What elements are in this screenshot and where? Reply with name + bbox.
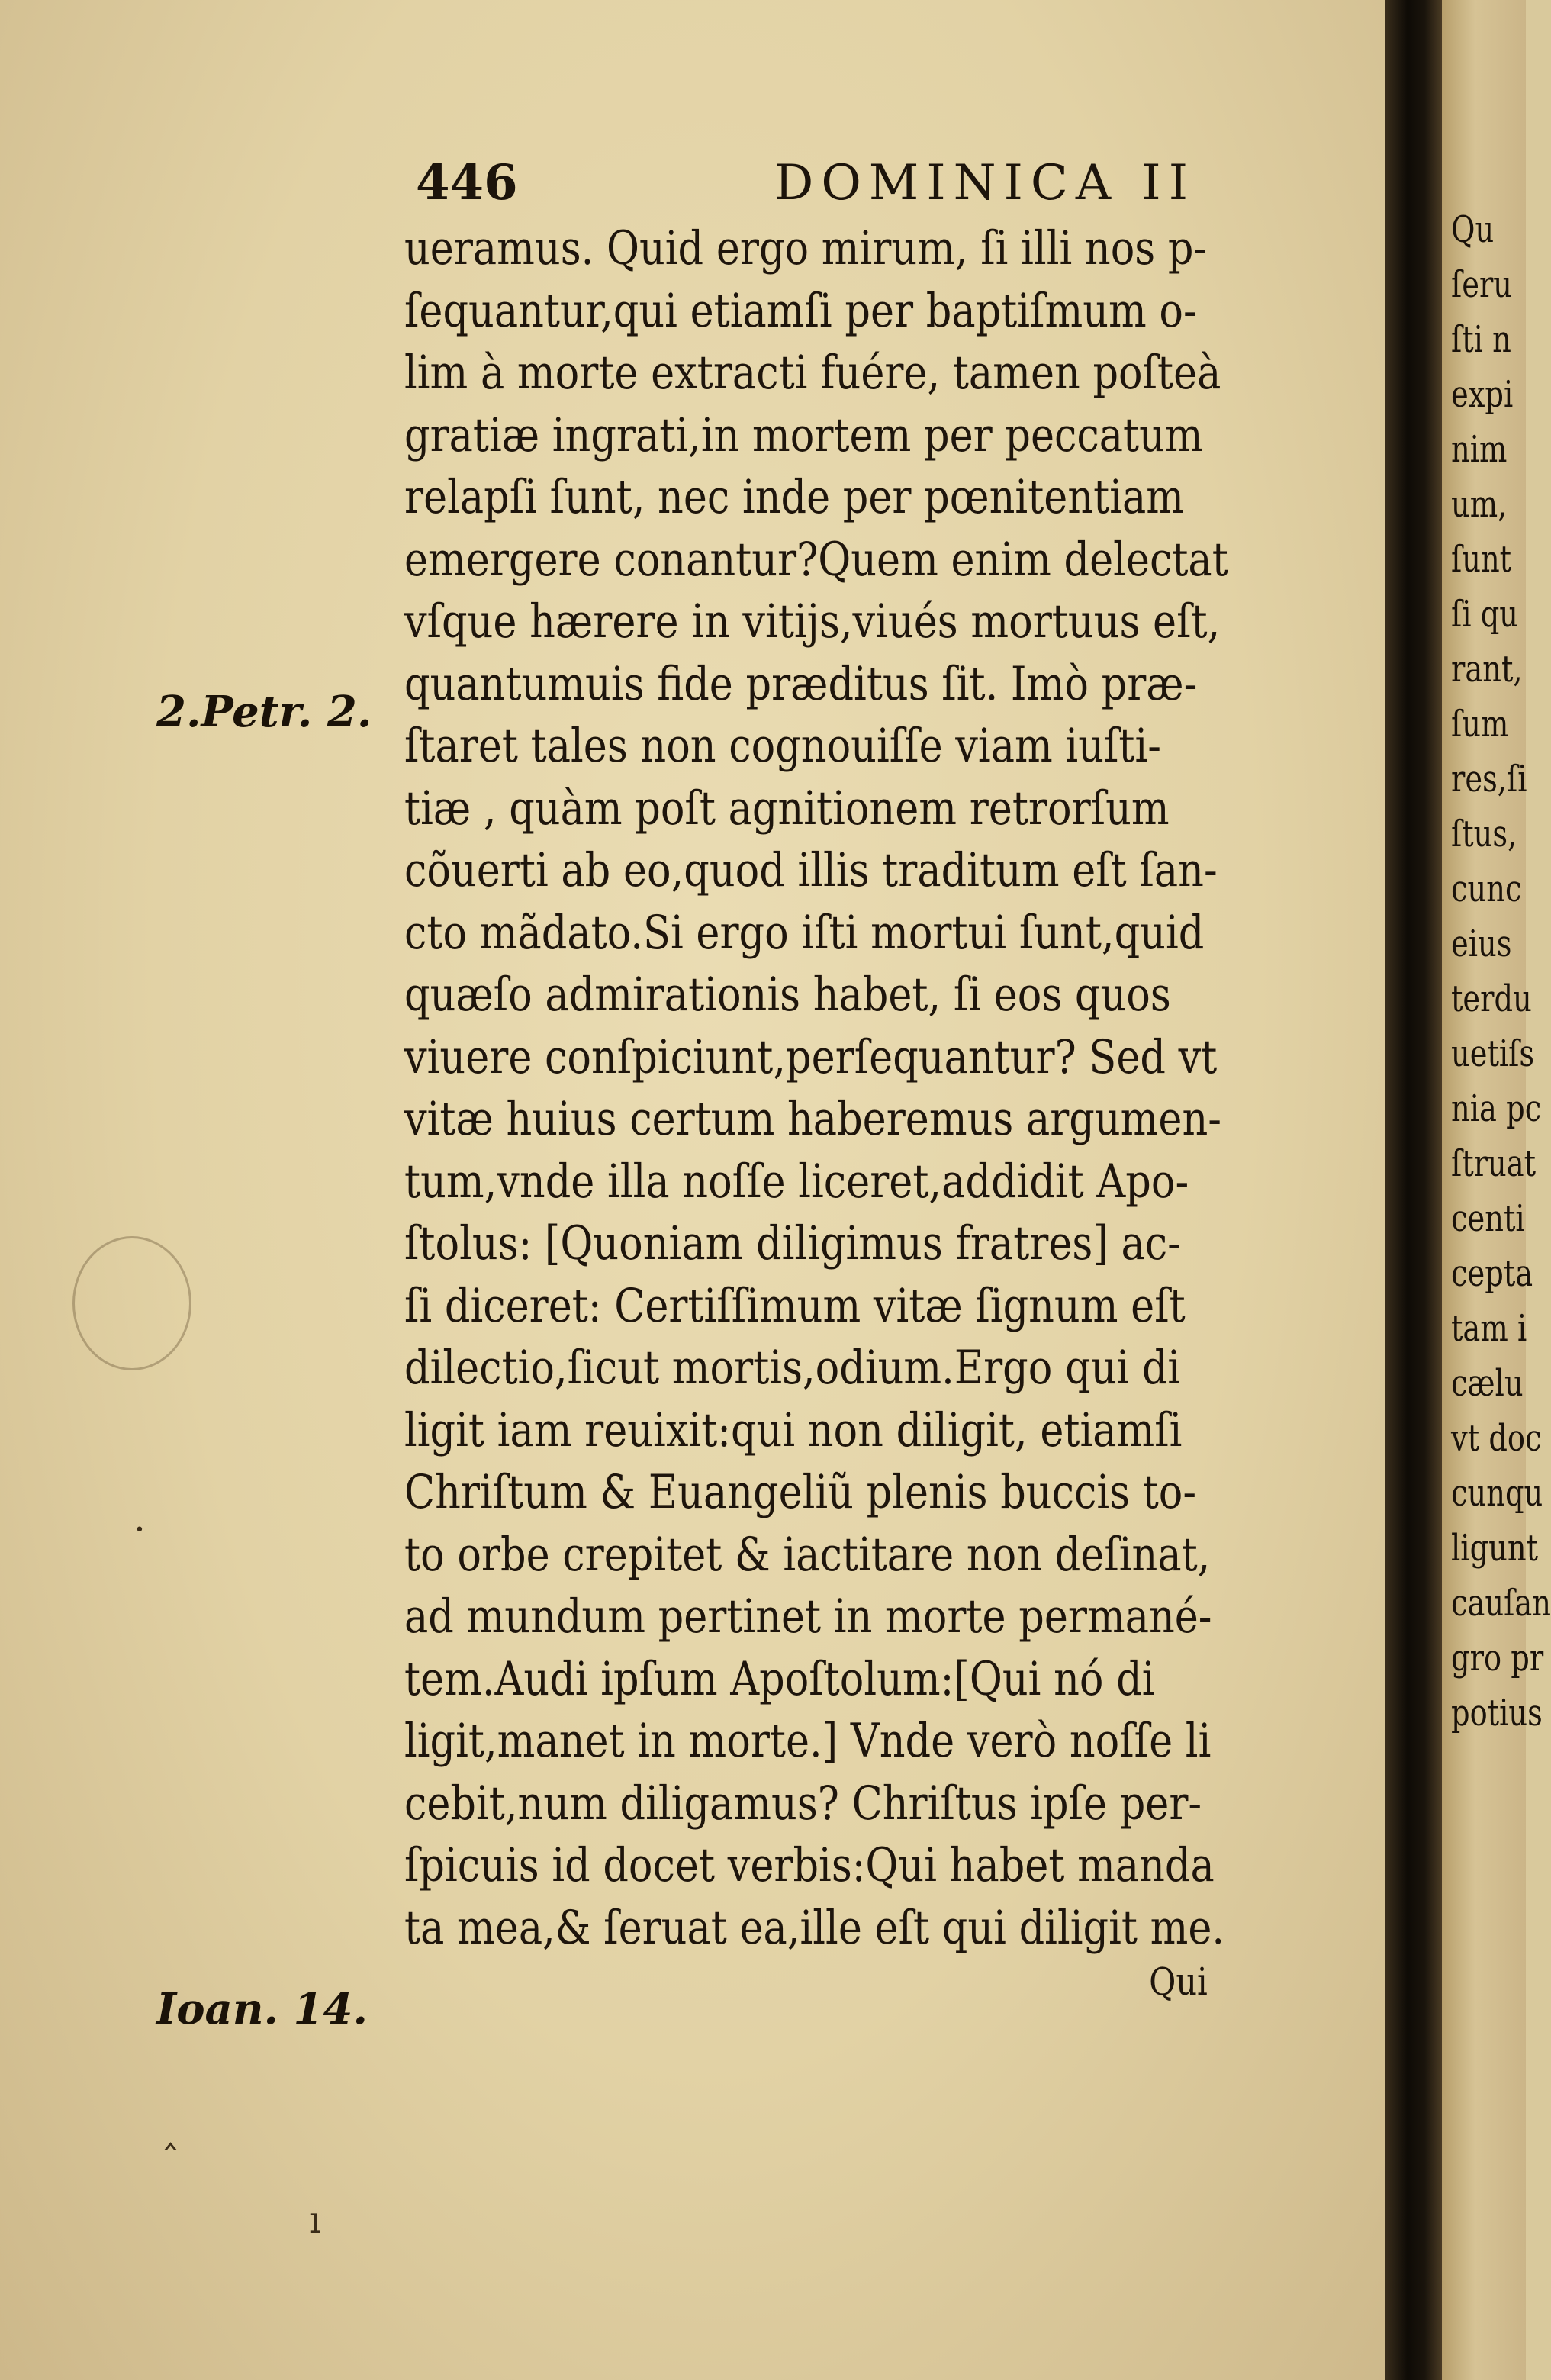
text-line: ſtolus: [Quoniam diligimus fratres] ac- — [404, 1216, 1181, 1271]
text-line: ſtaret tales non cognouiſſe viam iuſti- — [404, 719, 1161, 773]
facing-text-fragment: cunc — [1451, 868, 1522, 910]
facing-text-fragment: rant, — [1451, 648, 1523, 691]
facing-text-fragment: ſti n — [1451, 318, 1511, 361]
text-line: ueramus. Quid ergo mirum, ſi illi nos p- — [404, 221, 1208, 275]
text-line: viuere conſpiciunt,perſequantur? Sed vt — [404, 1029, 1218, 1084]
text-line: quantumuis fide præditus ſit. Imò præ- — [404, 656, 1198, 711]
ink-mark: · — [134, 1507, 146, 1551]
facing-text-fragment: nim — [1451, 428, 1508, 471]
facing-text-fragment: vt doc — [1451, 1417, 1542, 1460]
facing-text-fragment: expi — [1451, 373, 1514, 416]
text-line: tum,vnde illa noſſe liceret,addidit Apo- — [404, 1154, 1189, 1209]
text-line: lim à morte extracti fuére, tamen poſteà — [404, 346, 1221, 400]
text-line: quæſo admirationis habet, ſi eos quos — [404, 968, 1171, 1022]
margin-note-reference: Ioan. 14. — [156, 1984, 368, 2034]
text-line: ſpicuis id docet verbis:Qui habet manda — [404, 1838, 1215, 1892]
ink-mark: ı — [309, 2198, 321, 2242]
facing-text-fragment: res,ſi — [1451, 758, 1527, 800]
catchword: Qui — [1149, 1960, 1208, 2004]
facing-text-fragment: terdu — [1451, 977, 1532, 1020]
text-line: to orbe crepitet & iactitare non deſinat, — [404, 1527, 1211, 1582]
facing-text-fragment: potius — [1451, 1692, 1543, 1734]
paper-stain — [72, 1236, 191, 1370]
page-header — [416, 149, 1377, 217]
margin-note-reference: 2.Petr. 2. — [156, 687, 372, 737]
text-line: tiæ , quàm poſt agnitionem retrorſum — [404, 781, 1170, 836]
body-text — [404, 217, 1388, 2005]
facing-text-fragment: ligunt — [1451, 1527, 1539, 1570]
running-head: DOMINICA II — [774, 155, 1195, 211]
facing-text-fragment: cepta — [1451, 1252, 1533, 1295]
facing-text-fragment: ſunt — [1451, 538, 1512, 581]
text-line: emergere conantur?Quem enim delectat — [404, 532, 1228, 587]
text-line: Chriſtum & Euangeliũ plenis buccis to- — [404, 1465, 1197, 1519]
text-line: cto mãdato.Si ergo iſti mortui ſunt,quid — [404, 905, 1205, 960]
text-line: ſequantur,qui etiamſi per baptiſmum o- — [404, 283, 1197, 338]
book-gutter — [1385, 0, 1442, 2380]
text-line: cõuerti ab eo,quod illis traditum eſt ſan- — [404, 843, 1218, 897]
facing-text-fragment: gro pr — [1451, 1637, 1544, 1680]
facing-text-fragment: ſtruat — [1451, 1142, 1537, 1185]
text-line: gratiæ ingrati,in mortem per peccatum — [404, 407, 1203, 462]
text-line: tem.Audi ipſum Apoſtolum:[Qui nó di — [404, 1651, 1155, 1706]
facing-text-fragment: cunqu — [1451, 1472, 1543, 1515]
facing-text-fragment: Qu — [1451, 208, 1495, 251]
ink-mark: ‸ — [164, 2106, 177, 2150]
text-line: dilectio,ſicut mortis,odium.Ergo qui di — [404, 1341, 1181, 1395]
facing-text-fragment: ſtus, — [1451, 813, 1517, 855]
facing-text-fragment: uetiſs — [1451, 1032, 1535, 1075]
text-line: cebit,num diligamus? Chriſtus ipſe per- — [404, 1776, 1202, 1831]
page-number: 446 — [416, 154, 518, 211]
facing-page-edge — [1442, 0, 1551, 2380]
facing-text-fragment: um, — [1451, 483, 1508, 526]
facing-text-fragment: ſum — [1451, 703, 1509, 746]
facing-text-fragment: nia pc — [1451, 1087, 1542, 1130]
text-line: ſi diceret: Certiſſimum vitæ ſignum eſt — [404, 1278, 1186, 1333]
text-line: ligit iam reuixit:qui non diligit, etiamſi — [404, 1403, 1183, 1457]
facing-text-fragment: eius — [1451, 923, 1512, 965]
facing-text-fragment: cælu — [1451, 1362, 1524, 1405]
facing-text-fragment: ſeru — [1451, 263, 1513, 306]
facing-text-fragment: cauſan — [1451, 1582, 1551, 1625]
facing-text-fragment: tam i — [1451, 1307, 1527, 1350]
text-line: vſque hærere in vitijs,viués mortuus eſt, — [404, 594, 1221, 649]
text-line: relapſi ſunt, nec inde per pœnitentiam — [404, 470, 1185, 524]
facing-text-fragment: ſi qu — [1451, 593, 1519, 636]
text-line: ta mea,& ſeruat ea,ille eſt qui diligit me. — [404, 1900, 1225, 1955]
facing-text-fragment: centi — [1451, 1197, 1525, 1240]
text-line: vitæ huius certum haberemus argumen- — [404, 1092, 1221, 1146]
text-line: ad mundum pertinet in morte permané- — [404, 1589, 1212, 1644]
text-line: ligit,manet in morte.] Vnde verò noſſe li — [404, 1714, 1212, 1768]
